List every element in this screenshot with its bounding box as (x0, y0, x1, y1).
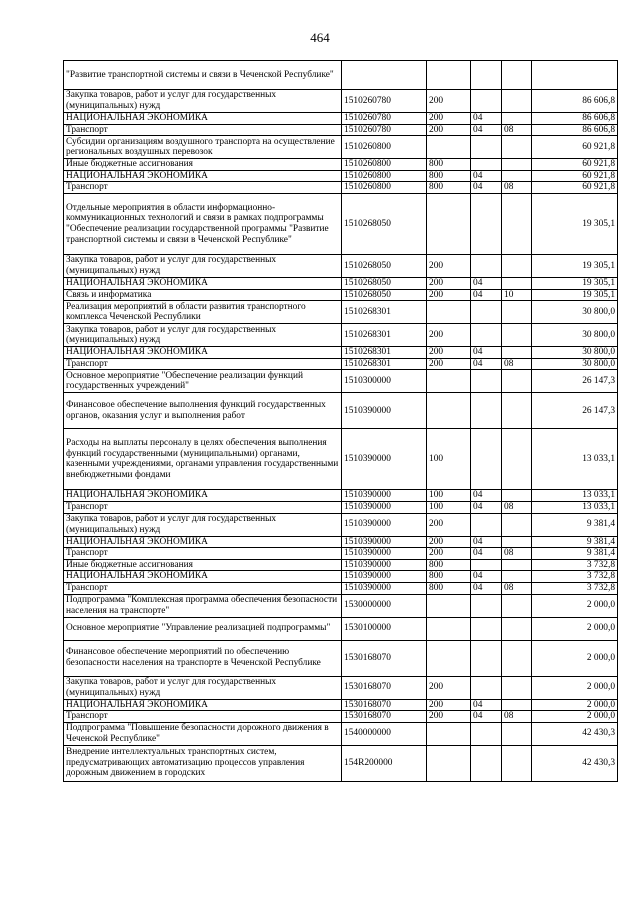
row-subsection-cell (502, 61, 532, 90)
row-section-cell (471, 193, 502, 254)
row-expense-type-cell: 200 (427, 254, 471, 277)
row-name-cell: Внедрение интеллектуальных транспортных систем, предусматривающих автоматизацию процессов управления дорожным движением в городских (64, 745, 342, 781)
row-name-cell: Транспорт (64, 711, 342, 723)
table-row (64, 676, 618, 699)
row-section-cell: 04 (471, 548, 502, 560)
row-subsection-cell: 08 (502, 358, 532, 370)
row-name-cell: НАЦИОНАЛЬНАЯ ЭКОНОМИКА (64, 571, 342, 583)
row-amount-cell: 26 147,3 (532, 370, 618, 393)
row-code-cell: 1510268050 (342, 193, 427, 254)
row-expense-type-cell: 200 (427, 347, 471, 359)
row-subsection-cell (502, 90, 532, 113)
row-code-cell: 1530168070 (342, 711, 427, 723)
row-expense-type-cell: 200 (427, 324, 471, 347)
row-code-cell: 1540000000 (342, 722, 427, 745)
table-row (64, 559, 618, 571)
table-row (64, 289, 618, 301)
row-subsection-cell (502, 324, 532, 347)
row-expense-type-cell: 200 (427, 513, 471, 536)
row-section-cell: 04 (471, 699, 502, 711)
row-amount-cell: 30 800,0 (532, 301, 618, 324)
row-expense-type-cell (427, 722, 471, 745)
row-subsection-cell (502, 536, 532, 548)
row-code-cell: 1510390000 (342, 393, 427, 429)
row-amount-cell: 19 305,1 (532, 289, 618, 301)
table-row (64, 124, 618, 136)
table-row (64, 347, 618, 359)
table-row (64, 90, 618, 113)
row-amount-cell: 60 921,8 (532, 159, 618, 171)
row-code-cell: 1510390000 (342, 513, 427, 536)
row-name-cell: Финансовое обеспечение мероприятий по обеспечению безопасности населения на транспорте в Чеченской Республике (64, 640, 342, 676)
row-expense-type-cell: 200 (427, 289, 471, 301)
row-code-cell: 1510390000 (342, 429, 427, 490)
row-section-cell (471, 254, 502, 277)
budget-table-body (64, 61, 618, 782)
row-amount-cell: 60 921,8 (532, 182, 618, 194)
row-subsection-cell (502, 571, 532, 583)
row-subsection-cell (502, 370, 532, 393)
row-amount-cell: 42 430,3 (532, 722, 618, 745)
row-subsection-cell (502, 159, 532, 171)
row-amount-cell: 86 606,8 (532, 113, 618, 125)
row-section-cell (471, 640, 502, 676)
row-code-cell: 1510390000 (342, 501, 427, 513)
table-row (64, 745, 618, 781)
row-amount-cell: 30 800,0 (532, 324, 618, 347)
row-code-cell: 1510268050 (342, 277, 427, 289)
row-code-cell: 1510260800 (342, 182, 427, 194)
row-code-cell: 1510268301 (342, 347, 427, 359)
row-subsection-cell (502, 429, 532, 490)
row-name-cell: Транспорт (64, 182, 342, 194)
row-expense-type-cell: 800 (427, 559, 471, 571)
row-expense-type-cell (427, 136, 471, 159)
row-amount-cell: 19 305,1 (532, 277, 618, 289)
table-row (64, 182, 618, 194)
row-amount-cell: 9 381,4 (532, 548, 618, 560)
table-row (64, 429, 618, 490)
row-name-cell: Основное мероприятие "Управление реализацией подпрограммы" (64, 617, 342, 640)
row-expense-type-cell (427, 745, 471, 781)
row-amount-cell: 42 430,3 (532, 745, 618, 781)
row-section-cell (471, 301, 502, 324)
row-subsection-cell: 10 (502, 289, 532, 301)
table-row (64, 582, 618, 594)
row-section-cell (471, 324, 502, 347)
row-amount-cell: 19 305,1 (532, 254, 618, 277)
row-name-cell: НАЦИОНАЛЬНАЯ ЭКОНОМИКА (64, 277, 342, 289)
row-section-cell (471, 594, 502, 617)
row-subsection-cell: 08 (502, 124, 532, 136)
row-subsection-cell (502, 513, 532, 536)
table-row (64, 324, 618, 347)
row-section-cell: 04 (471, 571, 502, 583)
table-row (64, 370, 618, 393)
row-amount-cell: 13 033,1 (532, 490, 618, 502)
table-row (64, 548, 618, 560)
table-row (64, 699, 618, 711)
row-expense-type-cell (427, 617, 471, 640)
row-subsection-cell (502, 699, 532, 711)
row-section-cell: 04 (471, 113, 502, 125)
table-row (64, 170, 618, 182)
row-name-cell: Иные бюджетные ассигнования (64, 559, 342, 571)
row-amount-cell: 2 000,0 (532, 617, 618, 640)
row-name-cell: Транспорт (64, 501, 342, 513)
table-row (64, 301, 618, 324)
row-code-cell: 1530100000 (342, 617, 427, 640)
row-section-cell: 04 (471, 711, 502, 723)
row-name-cell: НАЦИОНАЛЬНАЯ ЭКОНОМИКА (64, 113, 342, 125)
row-section-cell (471, 722, 502, 745)
row-section-cell (471, 370, 502, 393)
row-name-cell: Транспорт (64, 124, 342, 136)
row-code-cell: 1530168070 (342, 699, 427, 711)
row-amount-cell: 9 381,4 (532, 513, 618, 536)
row-subsection-cell (502, 617, 532, 640)
row-name-cell: Реализация мероприятий в области развития транспортного комплекса Чеченской Республики (64, 301, 342, 324)
row-name-cell: Транспорт (64, 548, 342, 560)
row-expense-type-cell (427, 61, 471, 90)
row-amount-cell: 3 732,8 (532, 582, 618, 594)
row-section-cell: 04 (471, 347, 502, 359)
row-code-cell: 1510390000 (342, 582, 427, 594)
row-code-cell: 1510268301 (342, 358, 427, 370)
row-subsection-cell (502, 254, 532, 277)
row-expense-type-cell: 200 (427, 90, 471, 113)
row-subsection-cell (502, 113, 532, 125)
row-section-cell: 04 (471, 182, 502, 194)
row-name-cell: Подпрограмма "Повышение безопасности дорожного движения в Чеченской Республике" (64, 722, 342, 745)
page-number: 464 (310, 30, 330, 45)
row-subsection-cell: 08 (502, 582, 532, 594)
table-row (64, 711, 618, 723)
row-expense-type-cell: 200 (427, 676, 471, 699)
table-row (64, 594, 618, 617)
row-section-cell (471, 559, 502, 571)
row-amount-cell: 86 606,8 (532, 90, 618, 113)
row-code-cell (342, 61, 427, 90)
row-subsection-cell (502, 722, 532, 745)
row-subsection-cell (502, 193, 532, 254)
row-section-cell: 04 (471, 277, 502, 289)
row-code-cell: 1510260800 (342, 136, 427, 159)
row-expense-type-cell (427, 594, 471, 617)
row-code-cell: 1530168070 (342, 640, 427, 676)
row-section-cell: 04 (471, 490, 502, 502)
row-amount-cell: 13 033,1 (532, 501, 618, 513)
row-code-cell: 1510260780 (342, 113, 427, 125)
row-subsection-cell (502, 676, 532, 699)
row-amount-cell: 2 000,0 (532, 640, 618, 676)
row-subsection-cell (502, 277, 532, 289)
row-amount-cell: 19 305,1 (532, 193, 618, 254)
row-name-cell: "Развитие транспортной системы и связи в Чеченской Республике" (64, 61, 342, 90)
row-expense-type-cell: 800 (427, 182, 471, 194)
row-subsection-cell (502, 490, 532, 502)
row-expense-type-cell: 800 (427, 170, 471, 182)
row-section-cell: 04 (471, 582, 502, 594)
table-row (64, 393, 618, 429)
row-subsection-cell (502, 136, 532, 159)
row-code-cell: 1510260780 (342, 124, 427, 136)
row-section-cell: 04 (471, 170, 502, 182)
row-code-cell: 1510268301 (342, 324, 427, 347)
row-amount-cell: 2 000,0 (532, 676, 618, 699)
row-expense-type-cell: 800 (427, 159, 471, 171)
row-expense-type-cell: 800 (427, 582, 471, 594)
row-name-cell: НАЦИОНАЛЬНАЯ ЭКОНОМИКА (64, 170, 342, 182)
row-section-cell (471, 136, 502, 159)
row-subsection-cell: 08 (502, 548, 532, 560)
row-section-cell (471, 617, 502, 640)
row-subsection-cell (502, 301, 532, 324)
row-expense-type-cell: 200 (427, 548, 471, 560)
row-code-cell: 1530168070 (342, 676, 427, 699)
table-row (64, 513, 618, 536)
row-amount-cell: 26 147,3 (532, 393, 618, 429)
row-expense-type-cell: 200 (427, 113, 471, 125)
table-row (64, 193, 618, 254)
table-row (64, 490, 618, 502)
row-code-cell: 1510268050 (342, 254, 427, 277)
row-expense-type-cell (427, 640, 471, 676)
row-amount-cell: 30 800,0 (532, 347, 618, 359)
row-expense-type-cell: 800 (427, 571, 471, 583)
row-code-cell: 154R200000 (342, 745, 427, 781)
table-row (64, 277, 618, 289)
table-row (64, 501, 618, 513)
row-section-cell: 04 (471, 358, 502, 370)
row-code-cell: 1510260780 (342, 90, 427, 113)
row-section-cell: 04 (471, 501, 502, 513)
row-expense-type-cell (427, 193, 471, 254)
row-expense-type-cell: 100 (427, 501, 471, 513)
row-name-cell: НАЦИОНАЛЬНАЯ ЭКОНОМИКА (64, 347, 342, 359)
row-subsection-cell: 08 (502, 711, 532, 723)
row-amount-cell: 2 000,0 (532, 594, 618, 617)
row-amount-cell: 3 732,8 (532, 559, 618, 571)
row-expense-type-cell: 100 (427, 429, 471, 490)
row-code-cell: 1510300000 (342, 370, 427, 393)
table-row (64, 571, 618, 583)
row-amount-cell: 13 033,1 (532, 429, 618, 490)
row-subsection-cell (502, 640, 532, 676)
row-amount-cell: 3 732,8 (532, 571, 618, 583)
row-expense-type-cell (427, 301, 471, 324)
row-expense-type-cell (427, 370, 471, 393)
row-subsection-cell (502, 745, 532, 781)
row-code-cell: 1510390000 (342, 559, 427, 571)
row-expense-type-cell: 200 (427, 124, 471, 136)
row-amount-cell: 2 000,0 (532, 699, 618, 711)
row-amount-cell (532, 61, 618, 90)
row-code-cell: 1510260800 (342, 159, 427, 171)
row-name-cell: Закупка товаров, работ и услуг для государственных (муниципальных) нужд (64, 676, 342, 699)
row-name-cell: Закупка товаров, работ и услуг для государственных (муниципальных) нужд (64, 254, 342, 277)
row-section-cell (471, 90, 502, 113)
row-name-cell: Субсидии организациям воздушного транспорта на осуществление региональных воздушных перевозок (64, 136, 342, 159)
row-name-cell: Закупка товаров, работ и услуг для государственных (муниципальных) нужд (64, 513, 342, 536)
row-section-cell (471, 429, 502, 490)
row-name-cell: Связь и информатика (64, 289, 342, 301)
row-section-cell (471, 393, 502, 429)
row-amount-cell: 30 800,0 (532, 358, 618, 370)
row-code-cell: 1510390000 (342, 490, 427, 502)
row-code-cell: 1510260800 (342, 170, 427, 182)
row-code-cell: 1510268050 (342, 289, 427, 301)
row-name-cell: НАЦИОНАЛЬНАЯ ЭКОНОМИКА (64, 699, 342, 711)
row-subsection-cell (502, 594, 532, 617)
row-name-cell: Транспорт (64, 358, 342, 370)
budget-table (63, 60, 618, 782)
row-section-cell (471, 61, 502, 90)
row-expense-type-cell: 200 (427, 711, 471, 723)
row-name-cell: Иные бюджетные ассигнования (64, 159, 342, 171)
row-subsection-cell (502, 170, 532, 182)
table-row (64, 617, 618, 640)
row-expense-type-cell: 100 (427, 490, 471, 502)
table-row (64, 722, 618, 745)
table-row (64, 254, 618, 277)
row-name-cell: Отдельные мероприятия в области информационно-коммуникационных технологий и связи в рамках подпрограммы "Обеспечение реализации государственной программы "Развитие транспортной системы и связи в Чеченской Республике" (64, 193, 342, 254)
row-expense-type-cell: 200 (427, 358, 471, 370)
row-section-cell (471, 159, 502, 171)
row-section-cell (471, 676, 502, 699)
row-subsection-cell: 08 (502, 501, 532, 513)
row-code-cell: 1510390000 (342, 548, 427, 560)
row-name-cell: Финансовое обеспечение выполнения функций государственных органов, оказания услуг и выполнения работ (64, 393, 342, 429)
table-row (64, 536, 618, 548)
table-row (64, 61, 618, 90)
row-expense-type-cell: 200 (427, 277, 471, 289)
row-name-cell: Подпрограмма "Комплексная программа обеспечения безопасности населения на транспорте" (64, 594, 342, 617)
row-expense-type-cell: 200 (427, 699, 471, 711)
row-expense-type-cell (427, 393, 471, 429)
row-name-cell: Основное мероприятие "Обеспечение реализации функций государственных учреждений" (64, 370, 342, 393)
row-section-cell: 04 (471, 124, 502, 136)
row-subsection-cell (502, 393, 532, 429)
row-name-cell: Расходы на выплаты персоналу в целях обеспечения выполнения функций государственными (муниципальными) органами, казенными учреждениями, органами управления государственными внебюджетными фондами (64, 429, 342, 490)
row-amount-cell: 9 381,4 (532, 536, 618, 548)
row-section-cell (471, 745, 502, 781)
row-name-cell: НАЦИОНАЛЬНАЯ ЭКОНОМИКА (64, 490, 342, 502)
row-code-cell: 1510390000 (342, 536, 427, 548)
row-name-cell: Транспорт (64, 582, 342, 594)
row-section-cell (471, 513, 502, 536)
table-row (64, 640, 618, 676)
row-code-cell: 1530000000 (342, 594, 427, 617)
row-code-cell: 1510390000 (342, 571, 427, 583)
row-subsection-cell (502, 347, 532, 359)
row-amount-cell: 2 000,0 (532, 711, 618, 723)
row-section-cell: 04 (471, 536, 502, 548)
row-code-cell: 1510268301 (342, 301, 427, 324)
table-row (64, 136, 618, 159)
table-row (64, 159, 618, 171)
row-amount-cell: 60 921,8 (532, 136, 618, 159)
row-subsection-cell: 08 (502, 182, 532, 194)
row-section-cell: 04 (471, 289, 502, 301)
row-name-cell: НАЦИОНАЛЬНАЯ ЭКОНОМИКА (64, 536, 342, 548)
row-expense-type-cell: 200 (427, 536, 471, 548)
row-name-cell: Закупка товаров, работ и услуг для государственных (муниципальных) нужд (64, 324, 342, 347)
row-amount-cell: 60 921,8 (532, 170, 618, 182)
table-row (64, 358, 618, 370)
row-subsection-cell (502, 559, 532, 571)
row-amount-cell: 86 606,8 (532, 124, 618, 136)
table-row (64, 113, 618, 125)
row-name-cell: Закупка товаров, работ и услуг для государственных (муниципальных) нужд (64, 90, 342, 113)
